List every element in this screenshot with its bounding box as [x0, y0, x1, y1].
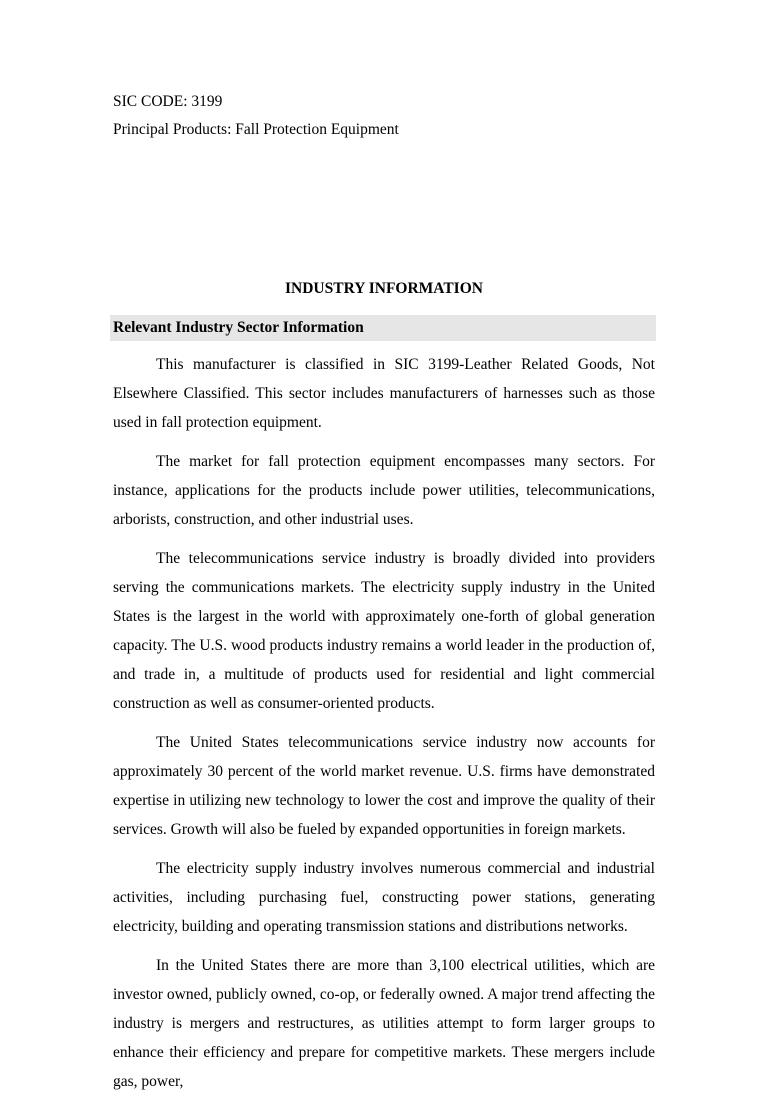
paragraph: The market for fall protection equipment encompasses many sectors. For instance, applications for the products include power utilities, telecommunications, arborists, construction, and other industrial uses. [113, 453, 655, 528]
paragraph: The United States telecommunications service industry now accounts for approximately 30 percent of the world market revenue. U.S. firms have demonstrated expertise in utilizing new technology to lower the cost and improve the quality of their services. Growth will also be fueled by expanded opportunities in foreign markets. [113, 734, 655, 838]
section-title: Relevant Industry Sector Information [113, 319, 364, 336]
document-body [113, 350, 655, 1106]
paragraph: This manufacturer is classified in SIC 3199-Leather Related Goods, Not Elsewhere Classified. This sector includes manufacturers of harnesses such as those used in fall protection equipment. [113, 356, 655, 431]
principal-products-line: Principal Products: Fall Protection Equipment [113, 121, 399, 138]
main-heading: INDUSTRY INFORMATION [285, 280, 483, 297]
paragraph: In the United States there are more than 3,100 electrical utilities, which are investor owned, publicly owned, co-op, or federally owned. A major trend affecting the industry is mergers and restructures, as utilities attempt to form larger groups to enhance their efficiency and prepare for competitive markets. These mergers include gas, power, [113, 957, 655, 1090]
section-header-band [110, 315, 656, 341]
paragraph: The telecommunications service industry is broadly divided into providers serving the communications markets. The electricity supply industry in the United States is the largest in the world with approximately one-forth of global generation capacity. The U.S. wood products industry remains a world leader in the production of, and trade in, a multitude of products used for residential and light commercial construction as well as consumer-oriented products. [113, 550, 655, 712]
paragraph: The electricity supply industry involves numerous commercial and industrial activities, including purchasing fuel, constructing power stations, generating electricity, building and operating transmission stations and distributions networks. [113, 860, 655, 935]
sic-code-line: SIC CODE: 3199 [113, 93, 223, 110]
